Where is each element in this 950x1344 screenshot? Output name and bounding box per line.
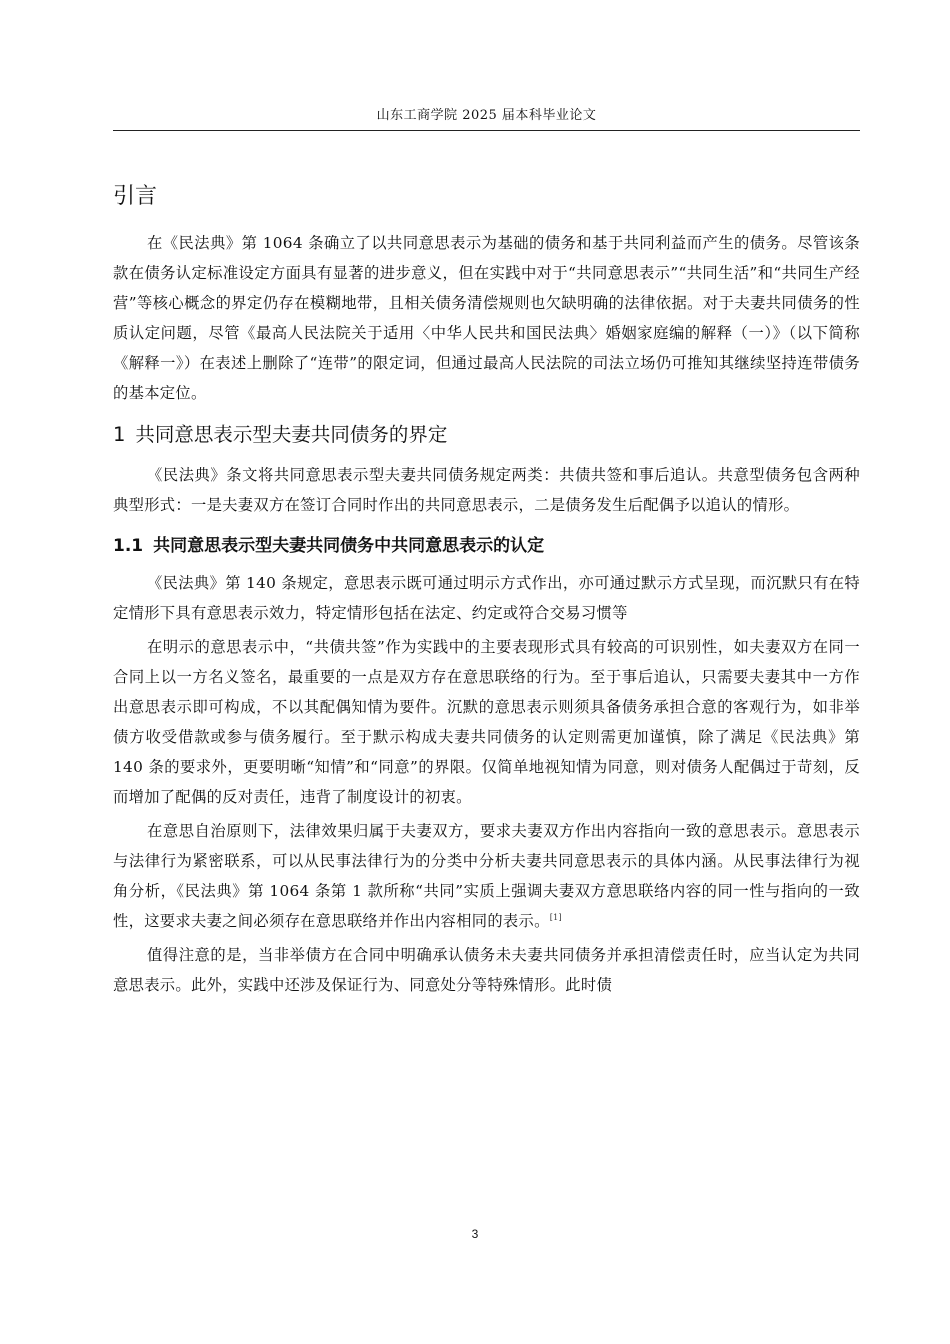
section-1-1-number: 1.1 bbox=[113, 536, 144, 556]
section-1-1-title: 共同意思表示型夫妻共同债务中共同意思表示的认定 bbox=[153, 536, 545, 556]
section-1-1-paragraph-2: 在明示的意思表示中，“共债共签”作为实践中的主要表现形式具有较高的可识别性，如夫妻双方在同一合同上以一方名义签名，最重要的一点是双方存在意思联络的行为。至于事后追认，只需要夫妻其中一方作出意思表示即可构成，不以其配偶知情为要件。沉默的意思表示则须具备债务承担合意的客观行为，如非举债方收受借款或参与债务履行。至于默示构成夫妻共同债务的认定则需更加谨慎，除了满足《民法典》第 140 条的要求外，更要明晰“知情”和“同意”的界限。仅简单地视知情为同意，则对债务人配偶过于苛刻，反而增加了配偶的反对责任，违背了制度设计的初衷。 bbox=[113, 638, 860, 806]
intro-heading: 引言 bbox=[113, 184, 158, 209]
section-1-heading bbox=[113, 418, 860, 452]
section-1-1-paragraph-3 bbox=[113, 816, 860, 936]
intro-paragraph: 在《民法典》第 1064 条确立了以共同意思表示为基础的债务和基于共同利益而产生的债务。尽管该条款在债务认定标准设定方面具有显著的进步意义，但在实践中对于“共同意思表示”“共同生活”和“共同生产经营”等核心概念的界定仍存在模糊地带，且相关债务清偿规则也欠缺明确的法律依据。对于夫妻共同债务的性质认定问题，尽管《最高人民法院关于适用〈中华人民共和国民法典〉婚姻家庭编的解释（一）》（以下简称《解释一》）在表述上删除了“连带”的限定词，但通过最高人民法院的司法立场仍可推知其继续坚持连带债务的基本定位。 bbox=[113, 234, 860, 402]
citation-reference[interactable]: [1] bbox=[549, 912, 562, 922]
section-1-number: 1 bbox=[113, 423, 126, 446]
page-body bbox=[113, 178, 860, 1004]
section-1-1-paragraph-4: 值得注意的是，当非举债方在合同中明确承认债务未夫妻共同债务并承担清偿责任时，应当认定为共同意思表示。此外，实践中还涉及保证行为、同意处分等特殊情形。此时债 bbox=[113, 946, 860, 994]
section-1-paragraph: 《民法典》条文将共同意思表示型夫妻共同债务规定两类：共债共签和事后追认。共意型债务包含两种典型形式：一是夫妻双方在签订合同时作出的共同意思表示，二是债务发生后配偶予以追认的情形。 bbox=[113, 466, 860, 514]
running-header: 山东工商学院 2025 届本科毕业论文 bbox=[376, 108, 597, 123]
section-1-1-heading bbox=[113, 530, 860, 562]
section-1-1-paragraph-1: 《民法典》第 140 条规定，意思表示既可通过明示方式作出，亦可通过默示方式呈现，而沉默只有在特定情形下具有意思表示效力，特定情形包括在法定、约定或符合交易习惯等 bbox=[113, 574, 860, 622]
section-1-1-paragraph-3-text: 在意思自治原则下，法律效果归属于夫妻双方，要求夫妻双方作出内容指向一致的意思表示。意思表示与法律行为紧密联系，可以从民事法律行为的分类中分析夫妻共同意思表示的具体内涵。从民事法律行为视角分析，《民法典》第 1064 条第 1 款所称“共同”实质上强调夫妻双方意思联络内容的同一性与指向的一致性，这要求夫妻之间必须存在意思联络并作出内容相同的表示。 bbox=[113, 822, 860, 930]
page-number: 3 bbox=[471, 1227, 479, 1241]
section-1-title: 共同意思表示型夫妻共同债务的界定 bbox=[135, 423, 448, 446]
header-divider bbox=[113, 130, 860, 131]
